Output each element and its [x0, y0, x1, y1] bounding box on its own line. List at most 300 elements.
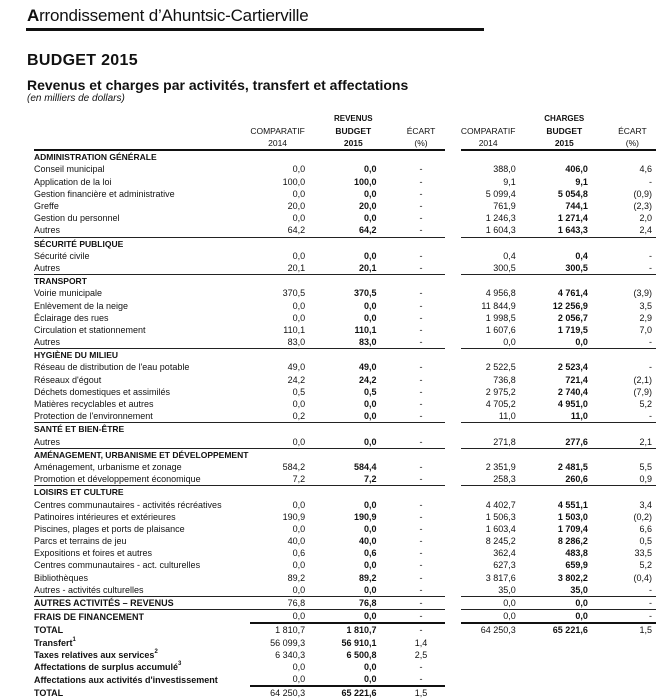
charges-budget-2015: 744,1 — [565, 201, 588, 212]
row-label-text: TOTAL — [34, 624, 64, 635]
charges-ecart: 33,5 — [634, 548, 652, 559]
revenus-budget-2015: 83,0 — [330, 336, 376, 349]
row-label-text: LOISIRS ET CULTURE — [34, 487, 124, 498]
row-label-text: Aménagement, urbanisme et zonage — [34, 461, 182, 472]
charges-ecart: (3,9) — [633, 288, 652, 299]
revenus-comparatif-2014: 24,2 — [287, 374, 306, 385]
row-label-text: AUTRES ACTIVITÉS – REVENUS — [34, 598, 174, 609]
revenus-ecart: - — [401, 584, 444, 597]
revenus-budget-2015: 0,0 — [330, 610, 376, 624]
row-label — [34, 572, 250, 584]
revenus-budget-2015: 100,0 — [353, 176, 377, 187]
revenus-budget-2015: 110,1 — [354, 324, 377, 335]
row-label — [34, 661, 250, 673]
col-rev-budget: BUDGET 2015 — [330, 125, 376, 150]
document-header — [27, 6, 487, 26]
revenus-ecart: - — [419, 523, 423, 534]
table-row — [34, 398, 656, 410]
row-label-text: Gestion financière et administrative — [34, 188, 175, 199]
charges-budget-2015: 0,0 — [541, 596, 588, 609]
charges-comparatif-2014: 0,0 — [461, 596, 516, 609]
row-label-text: Expositions et foires et autres — [34, 548, 153, 559]
charges-budget-2015: 1 643,3 — [541, 224, 588, 237]
row-label — [34, 163, 250, 175]
report-subtitle: Revenus et charges par activités, transfert et affectations — [27, 77, 409, 93]
charges-comparatif-2014: 362,4 — [493, 548, 516, 559]
row-label-text: Autres — [34, 337, 61, 348]
revenus-ecart: - — [401, 673, 444, 686]
table-row — [34, 324, 656, 336]
row-label — [34, 486, 250, 499]
charges-comparatif-2014: 0,0 — [461, 610, 516, 624]
row-label — [34, 461, 250, 473]
revenus-budget-2015: 584,4 — [353, 461, 377, 472]
charges-ecart: (7,9) — [633, 386, 652, 397]
row-label-text: Affectations de surplus accumulé — [34, 661, 179, 672]
charges-ecart: - — [649, 250, 652, 261]
footnote-marker: 2 — [154, 648, 158, 655]
row-label — [34, 523, 250, 535]
row-label-text: Autres - activités culturelles — [34, 584, 144, 595]
revenus-comparatif-2014: 0,0 — [292, 399, 306, 410]
row-label-text: TRANSPORT — [34, 276, 87, 287]
charges-comparatif-2014: 300,5 — [461, 262, 516, 275]
revenus-budget-2015: 0,0 — [364, 164, 377, 175]
row-label-text: Autres — [34, 436, 61, 447]
revenus-comparatif-2014: 110,1 — [283, 324, 306, 335]
table-row — [34, 436, 656, 449]
row-label — [34, 200, 250, 212]
district-initial: A — [27, 6, 40, 25]
charges-ecart: (2,1) — [633, 374, 652, 385]
row-label-text: HYGIÈNE DU MILIEU — [34, 350, 119, 361]
charges-group-label: CHARGES — [544, 114, 585, 124]
revenus-comparatif-2014: 76,8 — [250, 596, 305, 609]
charges-comparatif-2014: 1 998,5 — [485, 312, 516, 323]
charges-budget-2015: 12 256,9 — [552, 300, 588, 311]
row-label — [34, 250, 250, 262]
table-row — [34, 649, 656, 661]
revenus-budget-2015: 0,0 — [364, 300, 377, 311]
charges-comparatif-2014: 35,0 — [461, 584, 516, 597]
revenus-budget-2015: 0,0 — [364, 560, 377, 571]
row-label-text: Réseau de distribution de l'eau potable — [34, 362, 190, 373]
revenus-budget-2015: 24,2 — [358, 374, 377, 385]
revenus-ecart: - — [419, 213, 423, 224]
revenus-ecart: - — [419, 661, 423, 672]
row-label — [34, 374, 250, 386]
charges-comparatif-2014: 2 522,5 — [485, 362, 516, 373]
charges-comparatif-2014: 4 956,8 — [485, 288, 516, 299]
row-label — [34, 535, 250, 547]
charges-ecart: 0,5 — [639, 536, 652, 547]
row-label-text: Déchets domestiques et assimilés — [34, 386, 171, 397]
table-row — [34, 596, 656, 609]
section-header-row — [34, 237, 656, 250]
revenus-comparatif-2014: 0,0 — [292, 312, 306, 323]
unit-note: (en milliers de dollars) — [27, 93, 125, 104]
revenus-ecart: - — [419, 399, 423, 410]
row-label — [34, 361, 250, 373]
charges-budget-2015: 277,6 — [541, 436, 588, 449]
table-row — [34, 361, 656, 373]
row-label — [34, 188, 250, 200]
row-label-text: Réseaux d'égout — [34, 374, 102, 385]
revenus-comparatif-2014: 584,2 — [282, 461, 306, 472]
revenus-budget-2015: 49,0 — [358, 362, 377, 373]
revenus-comparatif-2014: 64,2 — [250, 224, 305, 237]
revenus-comparatif-2014: 56 099,3 — [270, 637, 306, 648]
revenus-comparatif-2014: 0,6 — [292, 548, 306, 559]
table-row — [34, 224, 656, 237]
charges-comparatif-2014: 1 246,3 — [485, 213, 516, 224]
charges-budget-2015: 1 503,0 — [557, 511, 588, 522]
revenus-ecart: - — [401, 596, 444, 609]
charges-budget-2015: 2 481,5 — [557, 461, 588, 472]
revenus-ecart: - — [419, 312, 423, 323]
footnote-marker: 1 — [72, 636, 76, 643]
row-label-text: Patinoires intérieures et extérieures — [34, 511, 176, 522]
row-label-text: Voirie municipale — [34, 288, 103, 299]
row-label-text: Promotion et développement économique — [34, 474, 201, 485]
row-label — [34, 386, 250, 398]
revenus-comparatif-2014: 100,0 — [282, 176, 306, 187]
row-label — [34, 511, 250, 523]
row-label-text: ADMINISTRATION GÉNÉRALE — [34, 152, 157, 163]
revenus-ecart: - — [419, 300, 423, 311]
row-label — [34, 649, 250, 661]
revenus-budget-2015: 20,1 — [330, 262, 376, 275]
row-label — [34, 623, 250, 636]
revenus-comparatif-2014: 190,9 — [282, 511, 306, 522]
row-label — [34, 299, 250, 311]
table-row — [34, 610, 656, 624]
charges-comparatif-2014: 388,0 — [493, 164, 516, 175]
revenus-group-label: REVENUS — [333, 114, 373, 124]
row-label-text: Taxes relatives aux services — [34, 649, 155, 660]
table-row — [34, 299, 656, 311]
row-label — [34, 673, 250, 686]
revenus-budget-2015: 0,6 — [364, 548, 377, 559]
charges-comparatif-2014: 627,3 — [493, 560, 516, 571]
revenus-budget-2015: 0,0 — [364, 523, 377, 534]
revenus-comparatif-2014: 7,2 — [250, 473, 305, 486]
row-label — [34, 349, 250, 362]
row-label-text: Sécurité civile — [34, 250, 90, 261]
revenus-budget-2015: 20,0 — [358, 201, 377, 212]
revenus-budget-2015: 190,9 — [353, 511, 377, 522]
charges-comparatif-2014: 5 099,4 — [485, 188, 516, 199]
revenus-budget-2015: 6 500,8 — [346, 649, 377, 660]
revenus-budget-2015: 0,0 — [330, 410, 376, 423]
row-label-text: Protection de l'environnement — [34, 411, 153, 422]
table-row — [34, 511, 656, 523]
charges-budget-2015: 1 271,4 — [557, 213, 588, 224]
charges-ecart: - — [613, 584, 656, 597]
revenus-ecart: - — [419, 536, 423, 547]
revenus-ecart: - — [419, 499, 423, 510]
charges-budget-2015: 4 761,4 — [557, 288, 588, 299]
budget-table — [34, 113, 656, 699]
revenus-comparatif-2014: 1 810,7 — [275, 625, 306, 636]
row-label-text: Greffe — [34, 201, 59, 212]
revenus-comparatif-2014: 0,0 — [250, 584, 305, 597]
charges-ecart: 3,5 — [639, 300, 652, 311]
revenus-ecart: - — [419, 548, 423, 559]
charges-ecart: - — [649, 176, 652, 187]
revenus-comparatif-2014: 0,0 — [292, 560, 306, 571]
table-row — [34, 535, 656, 547]
row-label — [34, 410, 250, 423]
district-name — [27, 6, 487, 26]
row-label — [34, 324, 250, 336]
charges-ecart: 1,5 — [639, 625, 652, 636]
revenus-budget-2015: 0,0 — [364, 188, 377, 199]
charges-ecart: 4,6 — [639, 164, 652, 175]
section-header-row — [34, 448, 656, 461]
table-row — [34, 410, 656, 423]
row-label-text: Centres communautaires - act. culturelles — [34, 560, 201, 571]
charges-budget-2015: 260,6 — [541, 473, 588, 486]
revenus-comparatif-2014: 49,0 — [287, 362, 306, 373]
row-label — [34, 423, 250, 436]
row-label-text: Piscines, plages et ports de plaisance — [34, 523, 185, 534]
table-row — [34, 200, 656, 212]
revenus-ecart: - — [419, 250, 423, 261]
table-row — [34, 188, 656, 200]
revenus-comparatif-2014: 0,0 — [250, 673, 305, 686]
charges-budget-2015: 9,1 — [575, 176, 588, 187]
revenus-ecart: - — [401, 224, 444, 237]
table-row — [34, 336, 656, 349]
revenus-ecart: - — [401, 610, 444, 624]
charges-comparatif-2014: 11 844,9 — [481, 300, 516, 311]
charges-budget-2015: 659,9 — [565, 560, 588, 571]
charges-ecart: 7,0 — [639, 324, 652, 335]
charges-ecart: (0,9) — [633, 188, 652, 199]
charges-budget-2015: 0,0 — [541, 336, 588, 349]
row-label — [34, 398, 250, 410]
table-row — [34, 584, 656, 597]
charges-ecart: 0,9 — [613, 473, 656, 486]
charges-budget-2015: 11,0 — [541, 410, 588, 423]
row-label — [34, 637, 250, 649]
revenus-comparatif-2014: 89,2 — [287, 572, 306, 583]
row-label-text: Circulation et stationnement — [34, 324, 146, 335]
charges-budget-2015: 5 054,8 — [557, 188, 588, 199]
row-label — [34, 150, 250, 163]
col-rev-ecart: ÉCART (%) — [401, 125, 444, 150]
charges-comparatif-2014: 3 817,6 — [485, 572, 516, 583]
revenus-ecart: - — [401, 473, 444, 486]
table-row — [34, 637, 656, 649]
revenus-comparatif-2014: 64 250,3 — [270, 688, 306, 699]
charges-ecart: - — [613, 610, 656, 624]
revenus-budget-2015: 0,5 — [364, 386, 377, 397]
row-label — [34, 176, 250, 188]
charges-ecart: - — [613, 262, 656, 275]
row-label-text: Autres — [34, 262, 61, 273]
charges-ecart: 6,6 — [639, 523, 652, 534]
col-chg-budget: BUDGET 2015 — [541, 125, 588, 150]
revenus-budget-2015: 64,2 — [330, 224, 376, 237]
revenus-comparatif-2014: 0,0 — [292, 523, 306, 534]
charges-ecart: - — [613, 336, 656, 349]
row-label — [34, 275, 250, 288]
table-row — [34, 547, 656, 559]
revenus-budget-2015: 0,0 — [364, 213, 377, 224]
section-header-row — [34, 423, 656, 436]
revenus-budget-2015: 0,0 — [364, 661, 377, 672]
charges-budget-2015: 721,4 — [565, 374, 588, 385]
row-label — [34, 312, 250, 324]
table-row — [34, 250, 656, 262]
row-label-text: Bibliothèques — [34, 572, 89, 583]
table-row — [34, 623, 656, 636]
revenus-ecart: - — [419, 572, 423, 583]
charges-comparatif-2014: 2 975,2 — [485, 386, 516, 397]
revenus-budget-2015: 0,0 — [364, 399, 377, 410]
table-row — [34, 673, 656, 686]
charges-comparatif-2014: 2 351,9 — [485, 461, 516, 472]
charges-budget-2015: 2 740,4 — [557, 386, 588, 397]
table-row — [34, 374, 656, 386]
table-row — [34, 572, 656, 584]
charges-budget-2015: 1 709,4 — [557, 523, 588, 534]
revenus-comparatif-2014: 0,0 — [292, 213, 306, 224]
row-label-text: Affectations aux activités d'investissement — [34, 674, 218, 685]
row-label — [34, 584, 250, 597]
charges-budget-2015: 35,0 — [541, 584, 588, 597]
row-label-text: Matières recyclables et autres — [34, 399, 154, 410]
table-row — [34, 523, 656, 535]
revenus-comparatif-2014: 20,0 — [287, 201, 306, 212]
revenus-budget-2015: 0,0 — [364, 499, 377, 510]
charges-ecart: 2,9 — [639, 312, 652, 323]
charges-comparatif-2014: 1 607,6 — [485, 324, 516, 335]
revenus-ecart: - — [419, 511, 423, 522]
revenus-ecart: 2,5 — [414, 649, 428, 660]
table-row — [34, 386, 656, 398]
row-label — [34, 448, 250, 461]
table-row — [34, 163, 656, 175]
charges-ecart: 2,1 — [613, 436, 656, 449]
row-label — [34, 212, 250, 224]
revenus-budget-2015: 0,0 — [330, 673, 376, 686]
revenus-comparatif-2014: 0,0 — [292, 300, 306, 311]
district-name-rest: rrondissement d’Ahuntsic-Cartierville — [39, 6, 309, 25]
section-header-row — [34, 349, 656, 362]
row-label — [34, 498, 250, 510]
charges-comparatif-2014: 1 603,4 — [485, 523, 516, 534]
row-label-text: SANTÉ ET BIEN-ÊTRE — [34, 424, 125, 435]
charges-comparatif-2014: 9,1 — [503, 176, 516, 187]
charges-comparatif-2014: 4 402,7 — [485, 499, 516, 510]
revenus-ecart: - — [419, 188, 423, 199]
charges-comparatif-2014: 1 604,3 — [461, 224, 516, 237]
row-label — [34, 596, 250, 609]
row-label-text: Gestion du personnel — [34, 213, 120, 224]
charges-comparatif-2014: 258,3 — [461, 473, 516, 486]
row-label — [34, 262, 250, 275]
table-row — [34, 312, 656, 324]
row-label — [34, 287, 250, 299]
revenus-ecart: - — [419, 560, 423, 571]
revenus-ecart: 1,4 — [414, 637, 428, 648]
charges-ecart: - — [649, 362, 652, 373]
revenus-ecart: - — [419, 461, 423, 472]
revenus-ecart: - — [419, 374, 423, 385]
revenus-comparatif-2014: 0,0 — [292, 499, 306, 510]
charges-budget-2015: 300,5 — [541, 262, 588, 275]
charges-comparatif-2014: 0,0 — [461, 336, 516, 349]
revenus-comparatif-2014: 0,0 — [292, 661, 306, 672]
revenus-comparatif-2014: 0,0 — [250, 436, 305, 449]
charges-ecart: 5,2 — [639, 560, 652, 571]
row-label-text: Conseil municipal — [34, 164, 105, 175]
row-label-text: FRAIS DE FINANCEMENT — [34, 611, 144, 622]
revenus-ecart: - — [419, 288, 423, 299]
row-label-text: Transfert — [34, 637, 73, 648]
charges-ecart: 2,0 — [639, 213, 652, 224]
table-body — [34, 150, 656, 699]
revenus-ecart: - — [419, 201, 423, 212]
charges-ecart: 3,4 — [639, 499, 652, 510]
charges-comparatif-2014: 4 705,2 — [485, 399, 516, 410]
row-label-text: Éclairage des rues — [34, 312, 109, 323]
table-row — [34, 461, 656, 473]
table-row — [34, 262, 656, 275]
charges-budget-2015: 4 551,1 — [557, 499, 588, 510]
row-label — [34, 473, 250, 486]
table-row — [34, 559, 656, 571]
charges-budget-2015: 4 951,0 — [557, 399, 588, 410]
revenus-budget-2015: 0,0 — [330, 436, 376, 449]
charges-budget-2015: 3 802,2 — [557, 572, 588, 583]
section-header-row — [34, 150, 656, 163]
table-row — [34, 498, 656, 510]
table-row — [34, 176, 656, 188]
charges-budget-2015: 1 719,5 — [557, 324, 588, 335]
charges-comparatif-2014: 8 245,2 — [485, 536, 516, 547]
row-label-text: Parcs et terrains de jeu — [34, 536, 127, 547]
revenus-budget-2015: 76,8 — [330, 596, 376, 609]
row-label-text: TOTAL — [34, 687, 64, 698]
charges-comparatif-2014: 271,8 — [461, 436, 516, 449]
revenus-comparatif-2014: 370,5 — [282, 288, 306, 299]
budget-title: BUDGET 2015 — [27, 52, 138, 69]
revenus-ecart: - — [401, 436, 444, 449]
header-rule — [26, 28, 484, 31]
charges-ecart: (0,4) — [633, 572, 652, 583]
revenus-comparatif-2014: 40,0 — [287, 536, 306, 547]
revenus-comparatif-2014: 0,0 — [292, 164, 306, 175]
row-label — [34, 224, 250, 237]
revenus-comparatif-2014: 0,2 — [250, 410, 305, 423]
charges-ecart: 2,4 — [613, 224, 656, 237]
table-row — [34, 287, 656, 299]
revenus-budget-2015: 56 910,1 — [341, 637, 377, 648]
revenus-ecart: - — [419, 324, 423, 335]
revenus-ecart: - — [419, 362, 423, 373]
charges-comparatif-2014: 761,9 — [493, 201, 516, 212]
revenus-comparatif-2014: 83,0 — [250, 336, 305, 349]
charges-budget-2015: 8 286,2 — [557, 536, 588, 547]
revenus-comparatif-2014: 0,0 — [292, 188, 306, 199]
revenus-comparatif-2014: 0,0 — [292, 250, 306, 261]
charges-comparatif-2014: 11,0 — [461, 410, 516, 423]
charges-ecart: (2,3) — [633, 201, 652, 212]
